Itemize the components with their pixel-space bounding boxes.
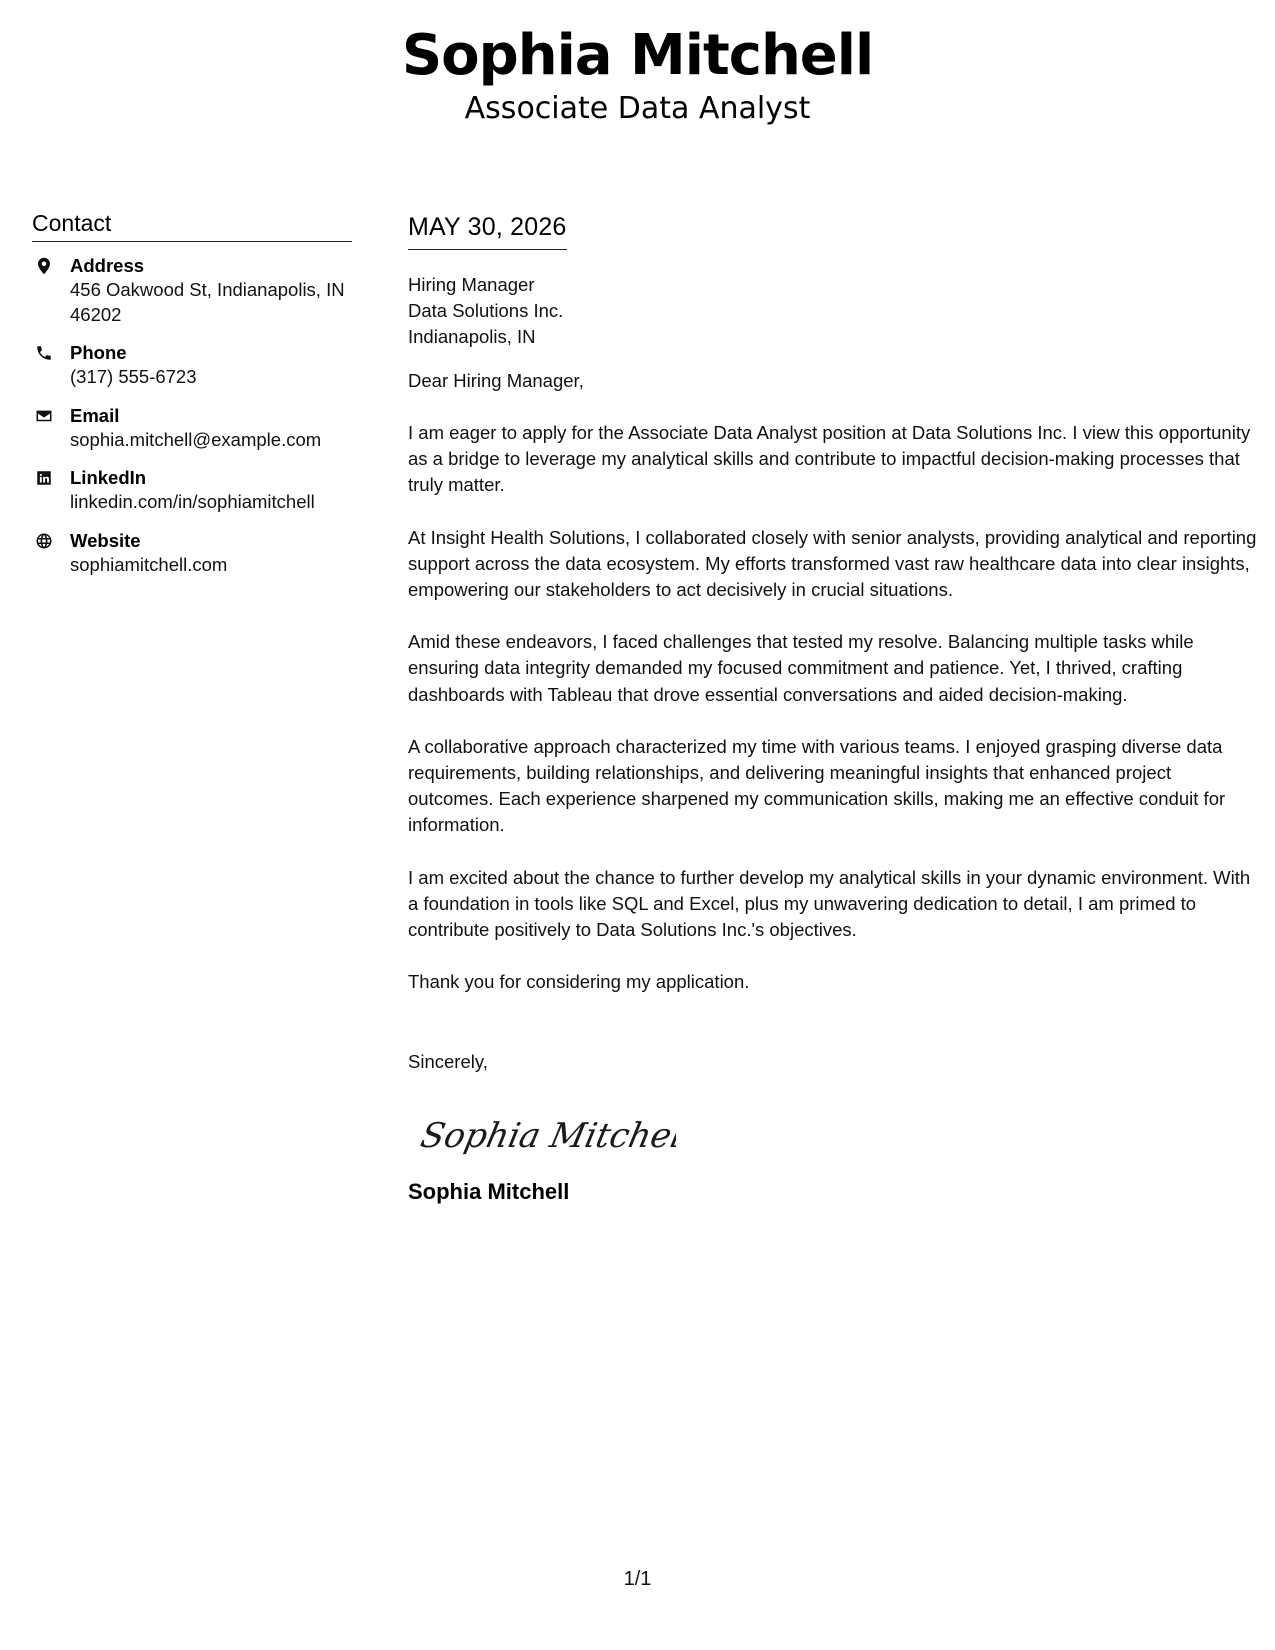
resume-header	[0, 22, 1275, 128]
letter-paragraph: Amid these endeavors, I faced challenges that tested my resolve. Balancing multiple tasks while ensuring data integrity demanded my focused commitment and patience. Yet, I thrived, crafting dashboards with Tableau that drove essential conversations and aided decision-making.	[408, 631, 1194, 705]
contact-heading: Contact	[32, 208, 352, 242]
recipient-line: Data Solutions Inc.	[408, 300, 564, 321]
recipient-block	[408, 272, 1258, 350]
letter-paragraph: I am eager to apply for the Associate Data Analyst position at Data Solutions Inc. I view this opportunity as a bridge to leverage my analytical skills and contribute to impactful decision-making processes that truly matter.	[408, 422, 1251, 496]
contact-item-linkedin	[32, 466, 352, 515]
signed-name: Sophia Mitchell	[408, 1179, 570, 1205]
contact-label: Address	[70, 255, 145, 276]
letter-paragraph: Thank you for considering my application.	[408, 971, 750, 993]
contact-value: linkedin.com/in/sophiamitchell	[70, 491, 315, 512]
contact-label: Phone	[70, 342, 127, 363]
globe-icon	[32, 529, 70, 553]
contact-label: Website	[70, 529, 141, 551]
contact-item-website	[32, 529, 352, 578]
linkedin-icon	[32, 466, 70, 490]
handwritten-signature	[416, 1105, 1258, 1161]
page-number: 1/1	[623, 1568, 652, 1590]
contact-list	[32, 254, 352, 577]
applicant-name: Sophia Mitchell	[401, 23, 874, 88]
letter-paragraph: At Insight Health Solutions, I collaborated closely with senior analysts, providing analytical and reporting support across the data ecosystem. My efforts transformed vast raw healthcare data into clear insights, empowering our stakeholders to act decisively in crucial situations.	[408, 526, 1257, 601]
closing: Sincerely,	[408, 1051, 488, 1073]
contact-value: 456 Oakwood St, Indianapolis, IN 46202	[70, 279, 345, 325]
letter-date: MAY 30, 2026	[408, 210, 567, 250]
letter-paragraph: I am excited about the chance to further develop my analytical skills in your dynamic environment. With a foundation in tools like SQL and Excel, plus my unwavering dedication to detail, I am primed to contribute positively to Data Solutions Inc.'s objectives.	[408, 866, 1251, 941]
recipient-line: Indianapolis, IN	[408, 326, 536, 347]
signature-text: Sophia Mitchell	[417, 1116, 676, 1157]
contact-item-phone	[32, 341, 352, 390]
envelope-icon	[32, 404, 70, 428]
contact-item-address	[32, 254, 352, 327]
phone-icon	[32, 341, 70, 365]
contact-value: (317) 555-6723	[70, 366, 197, 387]
map-pin-icon	[32, 254, 70, 278]
cover-letter-body	[408, 210, 1258, 1207]
contact-item-email	[32, 404, 352, 453]
applicant-title: Associate Data Analyst	[464, 91, 811, 126]
contact-value: sophiamitchell.com	[70, 553, 228, 575]
contact-label: Email	[70, 404, 120, 426]
contact-label: LinkedIn	[70, 467, 147, 488]
letter-paragraph: A collaborative approach characterized my time with various teams. I enjoyed grasping diverse data requirements, building relationships, and delivering meaningful insights that enhanced project outcomes. Each experience sharpened my communication skills, making me an effective conduit for information.	[408, 735, 1226, 836]
contact-value: sophia.mitchell@example.com	[70, 428, 322, 450]
contact-sidebar	[32, 208, 352, 591]
salutation: Dear Hiring Manager,	[408, 370, 584, 391]
recipient-line: Hiring Manager	[408, 274, 535, 295]
